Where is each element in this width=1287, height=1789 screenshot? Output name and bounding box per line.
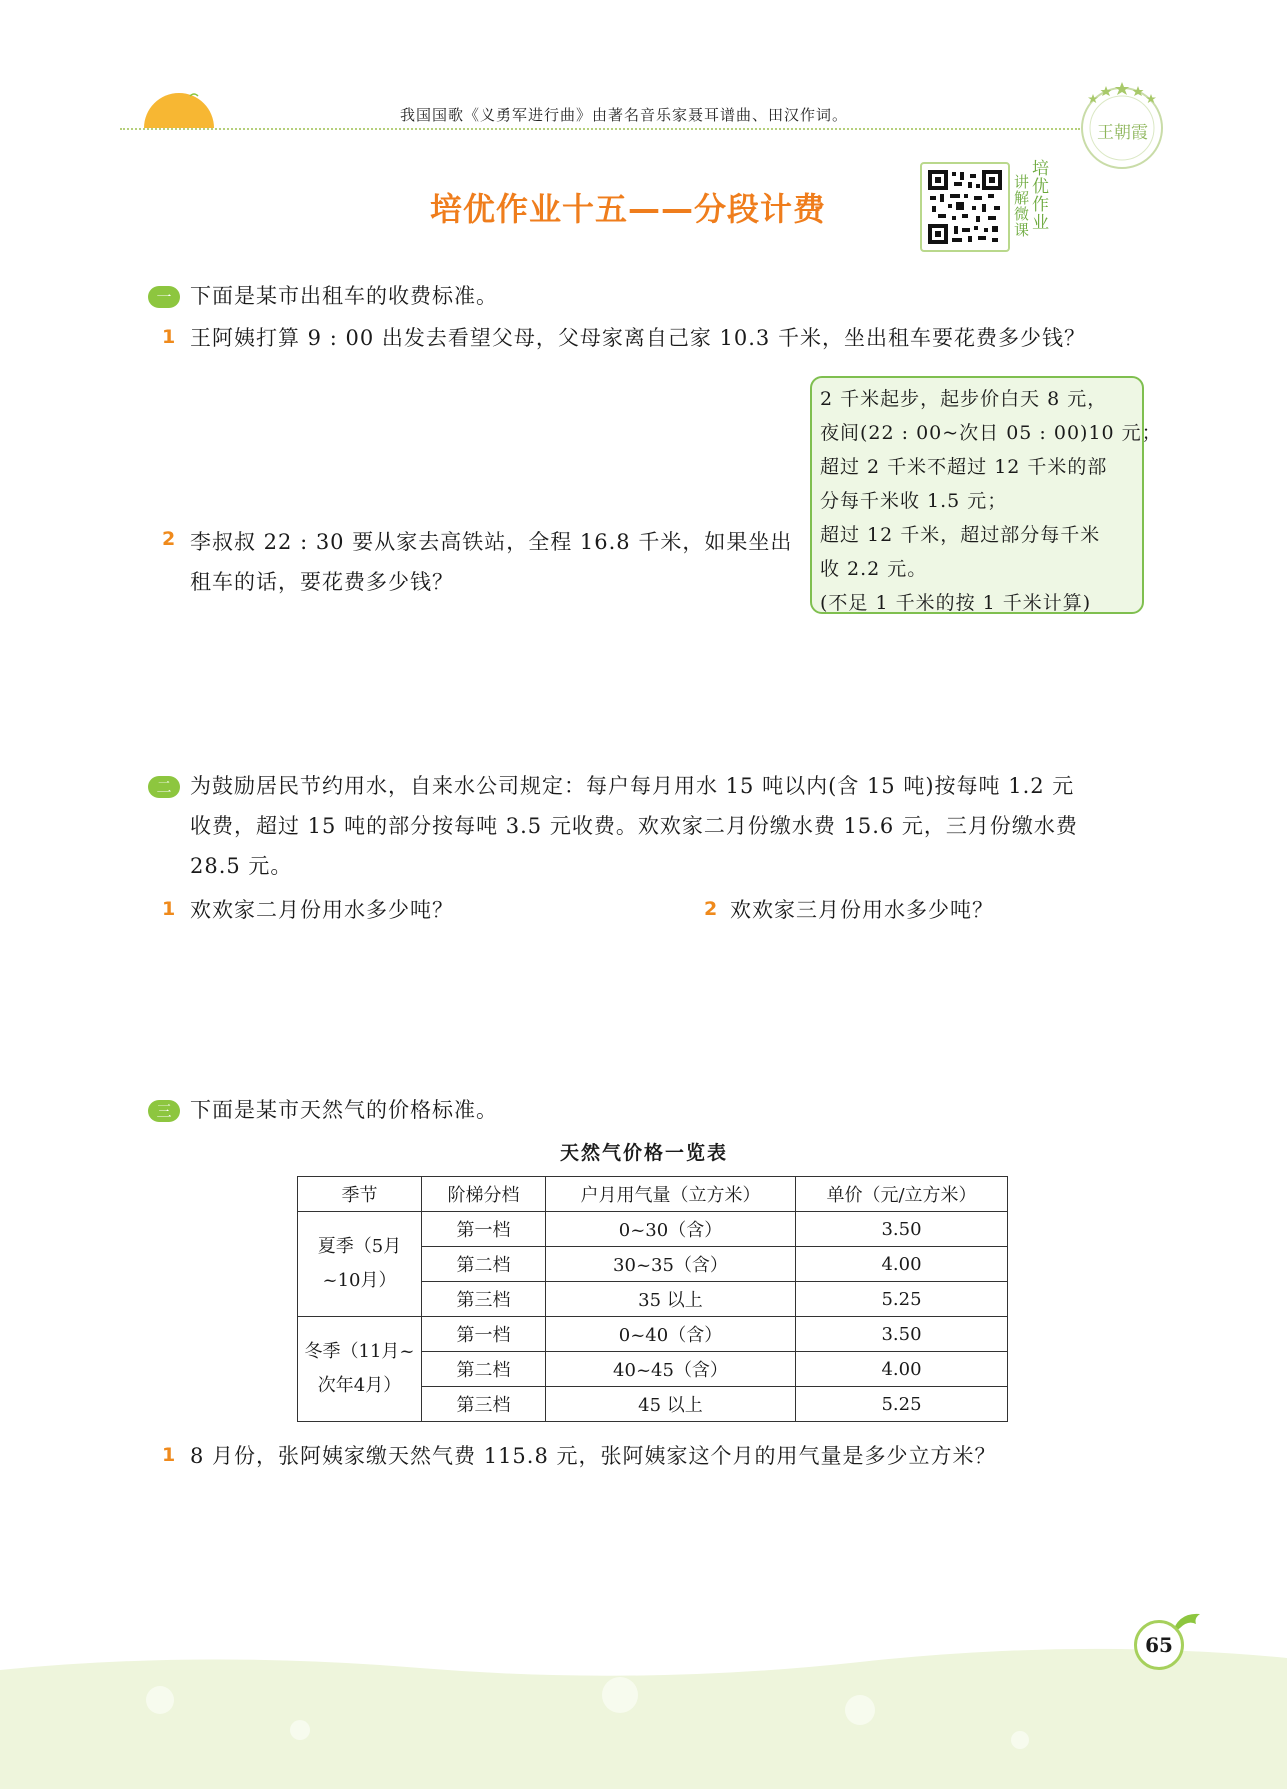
usage-cell: 0~30（含） [546, 1212, 796, 1247]
table-row [298, 1317, 1008, 1352]
usage-cell: 0~40（含） [546, 1317, 796, 1352]
tier-cell: 第三档 [422, 1387, 546, 1422]
section1-question-1: 王阿姨打算 9 : 00 出发去看望父母，父母家离自己家 10.3 千米，坐出租车要花费多少钱？ [190, 326, 1086, 350]
rule-line: 分每千米收 1.5 元； [820, 490, 1008, 512]
rule-line: 超过 12 千米，超过部分每千米 [820, 524, 1101, 546]
page-number: 65 [1134, 1620, 1184, 1670]
question-number: 2 [704, 898, 718, 920]
tier-cell: 第一档 [422, 1212, 546, 1247]
section-badge-3: 三 [148, 1100, 180, 1122]
table-header: 季节 [298, 1177, 422, 1212]
rule-line: 收 2.2 元。 [820, 558, 928, 580]
header-quote: 我国国歌《义勇军进行曲》由著名音乐家聂耳谱曲、田汉作词。 [400, 106, 849, 124]
section-badge-1: 一 [148, 286, 180, 308]
logo-text: 王朝霞 [1097, 123, 1148, 143]
qr-code[interactable] [920, 162, 1010, 252]
taxi-fare-rules-box [810, 376, 1162, 614]
question-number: 1 [162, 1444, 176, 1466]
qr-caption-2: 讲解微课 [1014, 173, 1030, 239]
tier-cell: 第二档 [422, 1352, 546, 1387]
usage-cell: 30~35（含） [546, 1247, 796, 1282]
season-summer: 夏季（5月~10月） [298, 1212, 422, 1317]
section3-intro: 下面是某市天然气的价格标准。 [190, 1098, 498, 1122]
price-cell: 5.25 [796, 1387, 1008, 1422]
section1-intro: 下面是某市出租车的收费标准。 [190, 284, 498, 308]
table-header: 单价（元/立方米） [796, 1177, 1008, 1212]
tier-cell: 第二档 [422, 1247, 546, 1282]
price-cell: 4.00 [796, 1352, 1008, 1387]
usage-cell: 40~45（含） [546, 1352, 796, 1387]
footer-wave-background [0, 1640, 1287, 1789]
header-divider [120, 128, 1080, 130]
question-number: 1 [162, 326, 176, 348]
qr-caption-1: 培优作业 [1032, 159, 1049, 233]
tier-cell: 第一档 [422, 1317, 546, 1352]
tier-cell: 第三档 [422, 1282, 546, 1317]
section3-question-1: 8 月份，张阿姨家缴天然气费 115.8 元，张阿姨家这个月的用气量是多少立方米？ [190, 1444, 997, 1468]
table-title: 天然气价格一览表 [560, 1142, 729, 1164]
qr-pattern-icon [928, 170, 1002, 244]
sunrise-icon [140, 86, 218, 128]
rule-line: (不足 1 千米的按 1 千米计算) [820, 592, 1092, 614]
gas-price-table [297, 1176, 1008, 1422]
section2-text-line2: 收费，超过 15 吨的部分按每吨 3.5 元收费。欢欢家二月份缴水费 15.6 元，三月份缴水费 [190, 814, 1078, 838]
price-cell: 4.00 [796, 1247, 1008, 1282]
table-header-row [298, 1177, 1008, 1212]
section2-question-1: 欢欢家二月份用水多少吨？ [190, 898, 454, 922]
section2-question-2: 欢欢家三月份用水多少吨？ [730, 898, 994, 922]
usage-cell: 35 以上 [546, 1282, 796, 1317]
section1-question-2-line2: 租车的话，要花费多少钱？ [190, 570, 454, 594]
usage-cell: 45 以上 [546, 1387, 796, 1422]
section-badge-2: 二 [148, 776, 180, 798]
question-number: 1 [162, 898, 176, 920]
rule-line: 2 千米起步，起步价白天 8 元， [820, 388, 1108, 410]
rule-line: 超过 2 千米不超过 12 千米的部 [820, 456, 1108, 478]
table-header: 户月用气量（立方米） [546, 1177, 796, 1212]
season-winter: 冬季（11月~次年4月） [298, 1317, 422, 1422]
price-cell: 3.50 [796, 1212, 1008, 1247]
rule-line: 夜间(22 : 00~次日 05 : 00)10 元； [820, 422, 1162, 444]
price-cell: 3.50 [796, 1317, 1008, 1352]
question-number: 2 [162, 528, 176, 550]
table-row [298, 1212, 1008, 1247]
page-title: 培优作业十五——分段计费 [430, 190, 827, 228]
table-header: 阶梯分档 [422, 1177, 546, 1212]
section2-text-line3: 28.5 元。 [190, 854, 293, 878]
section1-question-2-line1: 李叔叔 22 : 30 要从家去高铁站，全程 16.8 千米，如果坐出 [190, 530, 793, 554]
price-cell: 5.25 [796, 1282, 1008, 1317]
section2-text-line1: 为鼓励居民节约用水，自来水公司规定：每户每月用水 15 吨以内(含 15 吨)按每吨 1.2 元 [190, 774, 1075, 798]
